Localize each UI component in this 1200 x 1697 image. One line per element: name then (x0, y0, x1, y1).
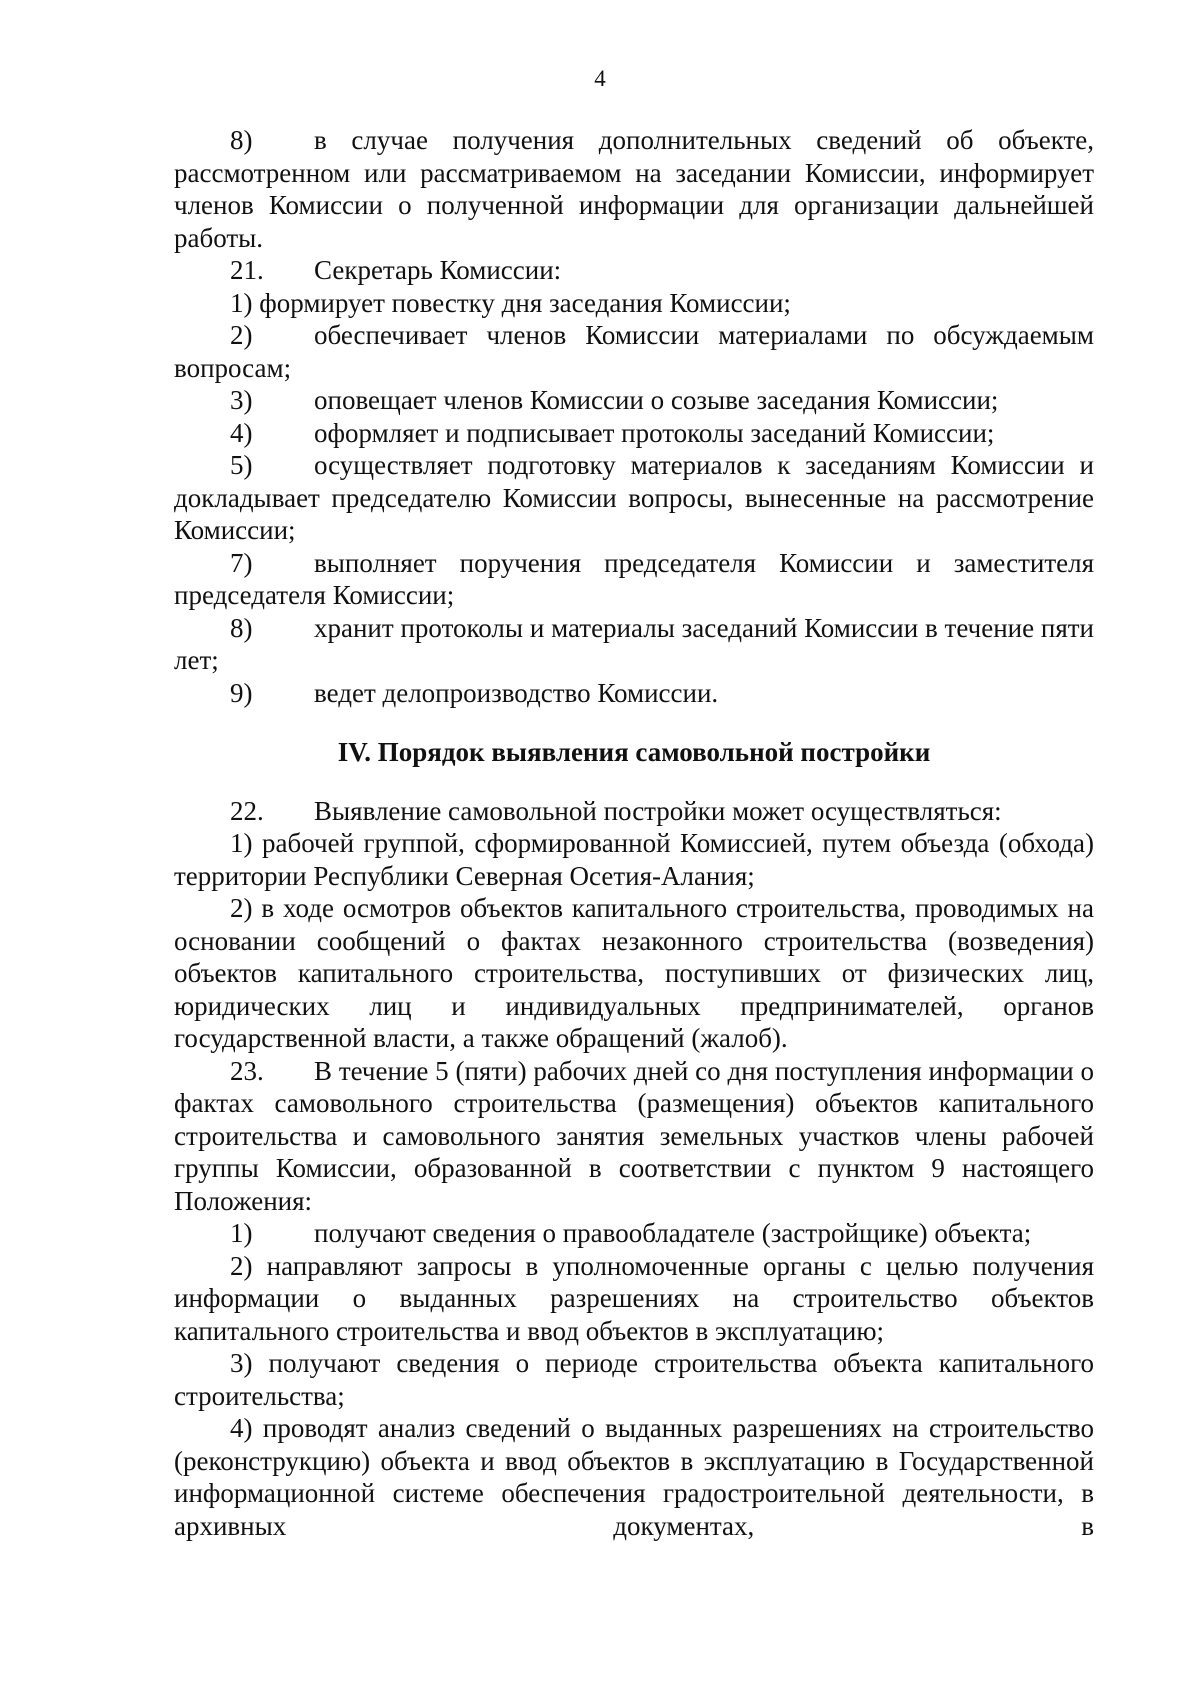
paragraph (174, 254, 1094, 287)
paragraph-text: осуществляет подготовку материалов к заседаниям Комиссии и докладывает председателю Комиссии вопросы, вынесенные на рассмотрение Комиссии; (174, 450, 1094, 545)
paragraph-list-top (174, 124, 1094, 709)
paragraph-number: 3) (230, 385, 253, 415)
paragraph (174, 547, 1094, 612)
paragraph (174, 1250, 1094, 1348)
paragraph-text: Секретарь Комиссии: (314, 255, 562, 285)
paragraph-text: оповещает членов Комиссии о созыве заседания Комиссии; (314, 385, 999, 415)
paragraph-text: 2) в ходе осмотров объектов капитального строительства, проводимых на основании сообщений о фактах незаконного строительства (возведения) объектов капитального строительства, поступивших от физических лиц, юридических лиц и индивидуальных предпринимателей, органов государственной власти, а также обращений (жалоб). (174, 893, 1094, 1053)
paragraph-number: 5) (230, 450, 253, 480)
paragraph (174, 1055, 1094, 1218)
paragraph-number: 1) (230, 1218, 253, 1248)
paragraph-number: 4) (230, 417, 253, 448)
paragraph-text: обеспечивает членов Комиссии материалами по обсуждаемым вопросам; (174, 320, 1094, 383)
document-body (174, 124, 1094, 1542)
paragraph-text: 3) получают сведения о периоде строительства объекта капитального строительства; (174, 1348, 1094, 1411)
paragraph (174, 417, 1094, 450)
paragraph (174, 124, 1094, 254)
paragraph-number: 7) (230, 547, 253, 578)
paragraph (174, 287, 1094, 320)
paragraph-text: выполняет поручения председателя Комиссии и заместителя председателя Комиссии; (174, 547, 1094, 610)
paragraph (174, 384, 1094, 417)
paragraph-text: 2) направляют запросы в уполномоченные органы с целью получения информации о выданных разрешениях на строительство объектов капитального строительства и ввод объектов в эксплуатацию; (174, 1250, 1094, 1346)
paragraph-text: 1) формирует повестку дня заседания Комиссии; (230, 287, 791, 318)
paragraph-number: 9) (230, 677, 253, 708)
paragraph-number: 8) (230, 612, 253, 643)
paragraph-text: оформляет и подписывает протоколы заседаний Комиссии; (314, 417, 995, 448)
page-number: 4 (594, 66, 606, 91)
paragraph-list-bottom (174, 795, 1094, 1543)
paragraph-text: в случае получения дополнительных сведений об объекте, рассмотренном или рассматриваемом на заседании Комиссии, информирует членов Комиссии о полученной информации для организации дальнейшей работы. (174, 125, 1094, 253)
paragraph-number: 21. (230, 255, 264, 285)
paragraph (174, 795, 1094, 828)
paragraph (174, 1217, 1094, 1250)
paragraph-text: 4) проводят анализ сведений о выданных разрешениях на строительство (реконструкцию) объекта и ввод объектов в эксплуатацию в Государственной информационной системе обеспечения градостроительной деятельности, в архивных документах, в (174, 1413, 1094, 1541)
paragraph-text: ведет делопроизводство Комиссии. (314, 677, 719, 708)
paragraph (174, 319, 1094, 384)
paragraph (174, 677, 1094, 710)
paragraph (174, 827, 1094, 892)
paragraph (174, 1347, 1094, 1412)
paragraph (174, 612, 1094, 677)
paragraph-text: В течение 5 (пяти) рабочих дней со дня поступления информации о фактах самовольного строительства (размещения) объектов капитального строительства и самовольного занятия земельных участков члены рабочей группы Комиссии, образованной в соответствии с пунктом 9 настоящего Положения: (174, 1055, 1094, 1216)
paragraph-text: хранит протоколы и материалы заседаний Комиссии в течение пяти лет; (174, 612, 1094, 675)
paragraph-number: 23. (230, 1055, 264, 1086)
paragraph-text: получают сведения о правообладателе (застройщике) объекта; (314, 1218, 1032, 1248)
paragraph (174, 449, 1094, 547)
paragraph (174, 892, 1094, 1055)
paragraph-number: 22. (230, 795, 264, 826)
section-heading: IV. Порядок выявления самовольной постройки (337, 737, 931, 767)
paragraph (174, 1412, 1094, 1542)
paragraph-number: 8) (230, 125, 253, 155)
paragraph-number: 2) (230, 320, 253, 350)
paragraph-text: 1) рабочей группой, сформированной Комиссией, путем объезда (обхода) территории Республики Северная Осетия-Алания; (174, 828, 1094, 891)
paragraph-text: Выявление самовольной постройки может осуществляться: (314, 795, 1002, 826)
